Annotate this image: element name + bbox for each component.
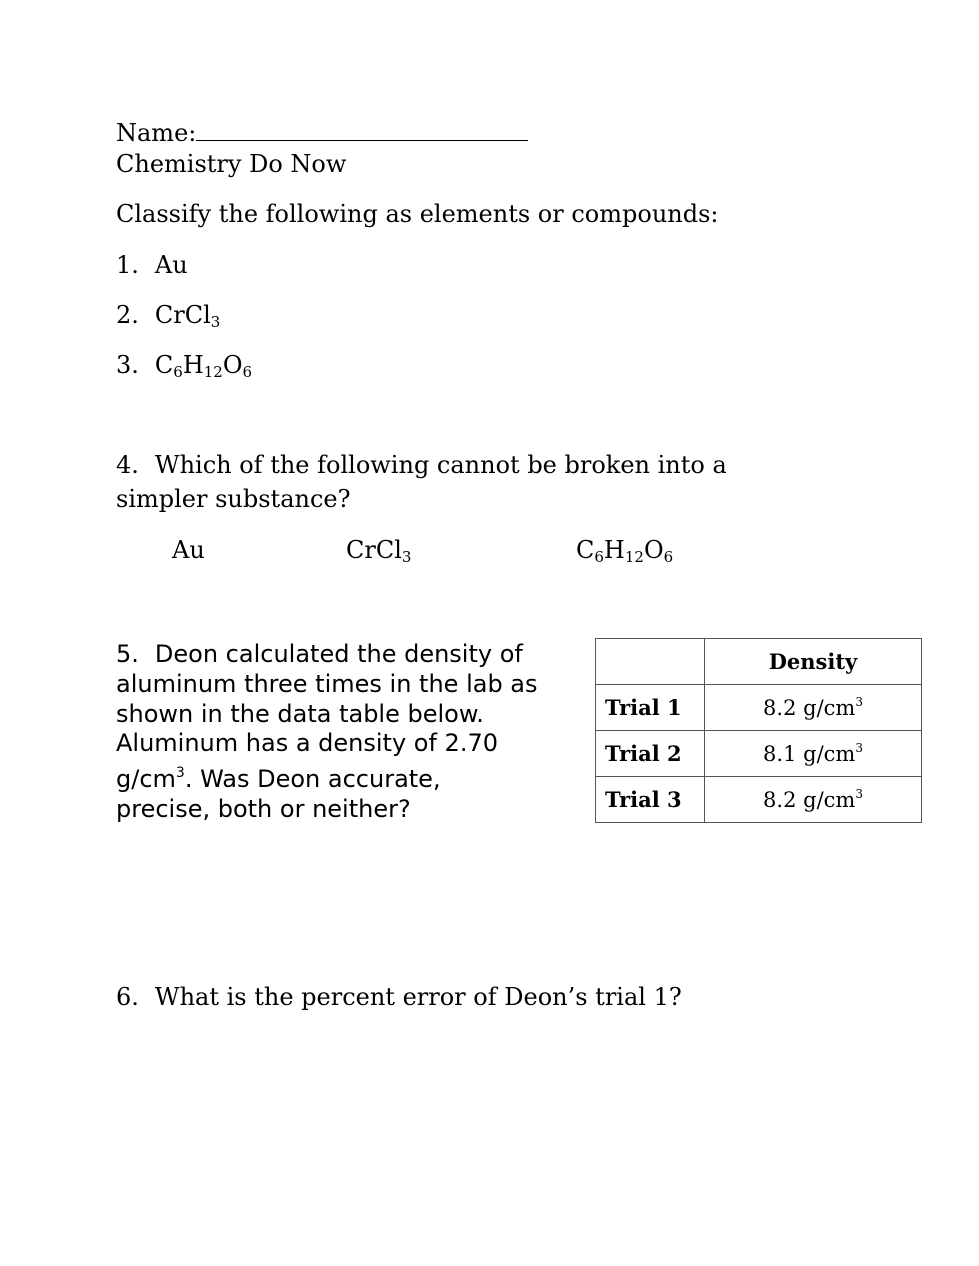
choice-glucose[interactable]	[576, 538, 673, 565]
formula-symbol: Au	[172, 536, 205, 564]
table-row	[596, 777, 922, 823]
formula-au	[155, 251, 188, 279]
question-number: 5.	[116, 640, 139, 668]
formula-subscript: 6	[594, 548, 604, 566]
formula-symbol: O	[643, 536, 664, 564]
question-5-line	[116, 640, 586, 670]
question-4-line-2: simpler substance?	[116, 485, 351, 513]
density-value	[705, 777, 922, 823]
question-5-line: precise, both or neither?	[116, 794, 411, 823]
formula-symbol: C	[154, 351, 174, 379]
density-unit: g/cm	[803, 696, 856, 720]
unit-superscript: 3	[175, 765, 185, 782]
formula-subscript: 3	[401, 548, 412, 566]
formula-symbol: CrCl	[154, 301, 211, 329]
question-5	[116, 640, 586, 825]
question-1	[116, 253, 188, 277]
formula-symbol: C	[576, 536, 595, 564]
formula-subscript: 3	[210, 313, 221, 331]
question-5-text: Deon calculated the density of	[154, 640, 523, 668]
question-6	[116, 985, 682, 1009]
unit-superscript: 3	[855, 741, 863, 755]
formula-subscript: 6	[663, 548, 674, 566]
question-5-line	[116, 759, 586, 795]
formula-subscript: 12	[624, 548, 644, 566]
question-number: 3.	[116, 351, 139, 379]
unit-superscript: 3	[855, 695, 863, 709]
density-value	[705, 731, 922, 777]
unit-text: g/cm	[116, 765, 176, 794]
trial-label: Trial 1	[596, 685, 705, 731]
table-header-row	[596, 639, 922, 685]
page-title: Chemistry Do Now	[116, 150, 347, 178]
density-number: 8.2	[763, 696, 797, 720]
formula-glucose	[155, 351, 252, 379]
unit-superscript: 3	[855, 787, 863, 801]
question-6-text: What is the percent error of Deon’s trial 1?	[154, 983, 682, 1011]
question-5-text: . Was Deon accurate,	[184, 765, 441, 794]
formula-symbol: H	[603, 536, 625, 564]
question-number: 2.	[116, 301, 139, 329]
question-5-line: Aluminum has a density of 2.70	[116, 729, 498, 758]
density-value	[705, 685, 922, 731]
density-number: 8.1	[763, 742, 797, 766]
trial-label: Trial 3	[596, 777, 705, 823]
formula-crcl3	[155, 301, 220, 329]
question-number: 1.	[116, 251, 139, 279]
name-field	[116, 118, 528, 145]
density-table	[595, 638, 922, 823]
trial-label: Trial 2	[596, 731, 705, 777]
formula-subscript: 6	[242, 363, 253, 381]
question-4-line-1	[116, 453, 727, 477]
choice-au[interactable]	[172, 538, 205, 562]
table-row	[596, 685, 922, 731]
name-blank-line[interactable]	[196, 118, 528, 141]
table-header-blank	[596, 639, 705, 685]
choice-crcl3[interactable]	[346, 538, 411, 565]
formula-subscript: 6	[173, 363, 183, 381]
question-2	[116, 303, 220, 330]
formula-subscript: 12	[203, 363, 223, 381]
formula-symbol: CrCl	[346, 536, 402, 564]
question-5-line: shown in the data table below.	[116, 699, 484, 728]
instructions: Classify the following as elements or compounds:	[116, 200, 719, 228]
question-5-line: aluminum three times in the lab as	[116, 669, 538, 698]
name-label: Name:	[116, 119, 197, 147]
question-number: 4.	[116, 451, 139, 479]
density-unit: g/cm	[803, 788, 856, 812]
question-number: 6.	[116, 983, 139, 1011]
formula-symbol: Au	[154, 251, 188, 279]
formula-symbol: O	[222, 351, 243, 379]
table-header-density: Density	[705, 639, 922, 685]
question-3	[116, 353, 252, 380]
density-number: 8.2	[763, 788, 797, 812]
table-row	[596, 731, 922, 777]
question-4-text: Which of the following cannot be broken into a	[154, 451, 727, 479]
formula-symbol: H	[182, 351, 204, 379]
density-unit: g/cm	[803, 742, 856, 766]
